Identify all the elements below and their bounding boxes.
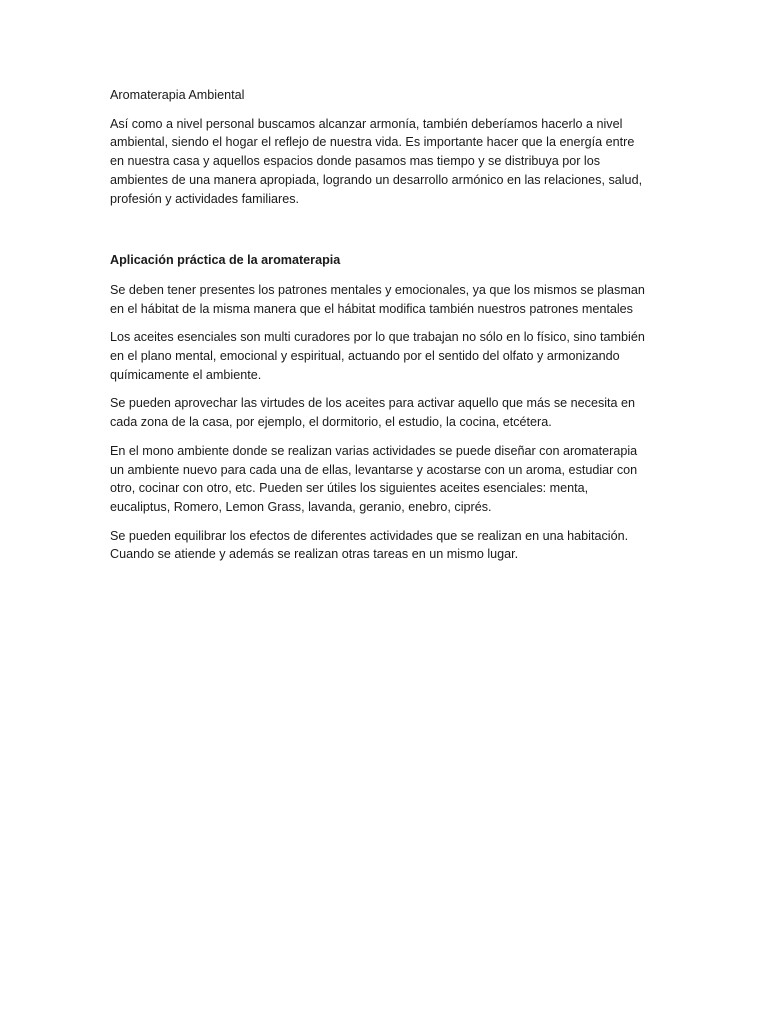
paragraph-aceites: Los aceites esenciales son multi curadores por lo que trabajan no sólo en lo físico, sino también en el plano mental, emocional y espiritual, actuando por el sentido del olfato y armonizando químicamente el ambiente. bbox=[110, 330, 645, 382]
section-heading: Aplicación práctica de la aromaterapia bbox=[110, 253, 341, 268]
paragraph-patrones: Se deben tener presentes los patrones mentales y emocionales, ya que los mismos se plasman en el hábitat de la misma manera que el hábitat modifica también nuestros patrones mentales bbox=[110, 282, 645, 316]
paragraph-mono-ambiente: En el mono ambiente donde se realizan varias actividades se puede diseñar con aromaterapia un ambiente nuevo para cada una de ellas, levantarse y acostarse con un aroma, estudiar con otro, cocinar con otro, etc. Pueden ser útiles los siguientes aceites esenciales: menta, eucaliptus, Romero, Lemon Grass, lavanda, geranio, enebro, ciprés. bbox=[110, 443, 638, 514]
document-title: Aromaterapia Ambiental bbox=[110, 88, 245, 102]
paragraph-equilibrar: Se pueden equilibrar los efectos de diferentes actividades que se realizan en una habitación. Cuando se atiende y además se realizan otras tareas en un mismo lugar. bbox=[110, 528, 629, 562]
document-body bbox=[110, 86, 662, 574]
intro-paragraph: Así como a nivel personal buscamos alcanzar armonía, también deberíamos hacerlo a nivel ambiental, siendo el hogar el reflejo de nuestra vida. Es importante hacer que la energía entre en nuestra casa y aquellos espacios donde pasamos mas tiempo y se distribuya por los ambientes de una manera apropiada, logrando un desarrollo armónico en las relaciones, salud, profesión y actividades familiares. bbox=[110, 116, 643, 206]
paragraph-virtudes: Se pueden aprovechar las virtudes de los aceites para activar aquello que más se necesita en cada zona de la casa, por ejemplo, el dormitorio, el estudio, la cocina, etcétera. bbox=[110, 396, 636, 430]
